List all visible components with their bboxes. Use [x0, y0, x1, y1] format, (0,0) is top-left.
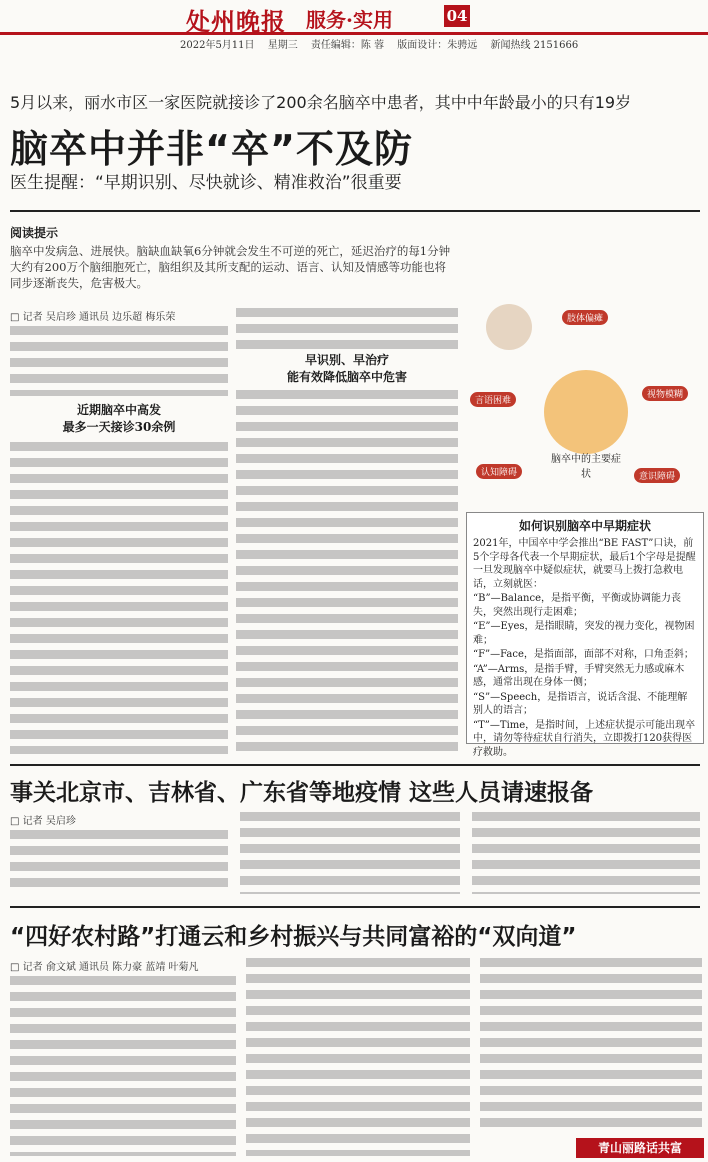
section-tag: 青山丽路话共富: [576, 1138, 704, 1158]
designer: 版面设计：朱骋远: [397, 40, 478, 51]
story3-headline: “四好农村路”打通云和乡村振兴与共同富裕的“双向道”: [10, 924, 577, 950]
section-title: 服务·实用: [306, 8, 393, 32]
dateline: [180, 36, 700, 51]
sidebar-box: [466, 512, 704, 758]
story1-headline: 脑卒中并非“卒”不及防: [10, 127, 413, 171]
sub2-line2: 能有效降低脑卒中危害: [286, 370, 407, 384]
head-figure-icon: [544, 370, 628, 454]
story3-body-col1: [10, 976, 236, 1156]
story3-byline: □ 记者 俞文斌 通讯员 陈力豪 蓝靖 叶菊凡: [10, 958, 199, 973]
sub2-line1: 早识别、早治疗: [304, 353, 389, 367]
story1-subhead: 医生提醒：“早期识别、尽快就诊、精准救治”很重要: [10, 173, 402, 193]
label-cognition: 认知障碍: [476, 464, 522, 479]
sidebar-item: “B”—Balance，是指平衡，平衡或协调能力丧失，突然出现行走困难；: [473, 593, 682, 618]
illus-center-label: 脑卒中的主要症状: [551, 454, 621, 480]
sidebar-item: “S”—Speech，是指语言，说话含混、不能理解别人的语言；: [473, 691, 688, 716]
hotline: 新闻热线 2151666: [490, 40, 579, 51]
label-speech: 言语困难: [470, 392, 516, 407]
body-text-col2b: [236, 390, 458, 754]
divider: [10, 210, 700, 212]
sidebar-item: “E”—Eyes，是指眼睛，突发的视力变化，视物困难；: [473, 621, 695, 646]
story1-sub2: [236, 352, 458, 386]
label-paralysis: 肢体偏瘫: [562, 310, 608, 325]
lead-text: 脑卒中发病急、进展快。脑缺血缺氧6分钟就会发生不可逆的死亡，延迟治疗的每1分钟大约有200万个脑细胞死亡，脑组织及其所支配的运动、语言、认知及情感等功能也将同步逐渐丧失，危害极大。: [10, 244, 451, 290]
story2-body-col2: [240, 812, 460, 894]
story2-headline: 事关北京市、吉林省、广东省等地疫情 这些人员请速报备: [10, 780, 594, 806]
story2-byline: □ 记者 吴启珍: [10, 812, 76, 827]
label-vision: 视物模糊: [642, 386, 688, 401]
sidebar-title: 如何识别脑卒中早期症状: [518, 519, 651, 533]
sidebar-item: “A”—Arms，是指手臂，手臂突然无力感或麻木感，通常出现在身体一侧；: [473, 663, 685, 688]
story1-sub1: [10, 402, 228, 436]
weekday: 星期三: [267, 40, 298, 51]
date: 2022年5月11日: [180, 40, 255, 51]
sidebar-intro: 2021年，中国卒中学会推出“BE FAST”口诀，前5个字母各代表一个早期症状，最后1个字母是提醒一旦发现脑卒中疑似症状，就要马上拨打急救电话，立刻就医：: [473, 538, 696, 590]
story2-body-col3: [472, 812, 700, 894]
lead-title: 阅读提示: [10, 226, 59, 240]
wheelchair-icon: [486, 304, 532, 350]
story3-body-col3: [480, 958, 702, 1132]
divider: [10, 906, 700, 908]
paper-logo: 处州晚报: [186, 7, 286, 36]
sidebar-text: [473, 537, 697, 760]
stroke-symptoms-illustration: [466, 300, 702, 496]
label-consciousness: 意识障碍: [634, 468, 680, 483]
sub1-line1: 近期脑卒中高发: [76, 403, 161, 417]
story1-byline: □ 记者 吴启珍 通讯员 边乐超 梅乐荣: [10, 308, 175, 323]
sidebar-item: “F”—Face，是指面部，面部不对称，口角歪斜；: [473, 649, 694, 660]
story3-body-col2: [246, 958, 470, 1156]
editor: 责任编辑：陈 蓉: [310, 40, 385, 51]
page-number: 04: [444, 5, 470, 27]
sub1-line2: 最多一天接诊30余例: [62, 420, 176, 434]
body-text-col2a: [236, 308, 458, 350]
divider: [10, 764, 700, 766]
body-text-col1a: [10, 326, 228, 396]
sidebar-item: “T”—Time，是指时间，上述症状提示可能出现卒中，请勿等待症状自行消失，立即拨打120获得医疗救助。: [473, 719, 696, 758]
story2-body-col1: [10, 830, 228, 894]
story1-kicker: 5月以来，丽水市区一家医院就接诊了200余名脑卒中患者，其中中年龄最小的只有19岁: [10, 93, 632, 112]
body-text-col1b: [10, 442, 228, 754]
